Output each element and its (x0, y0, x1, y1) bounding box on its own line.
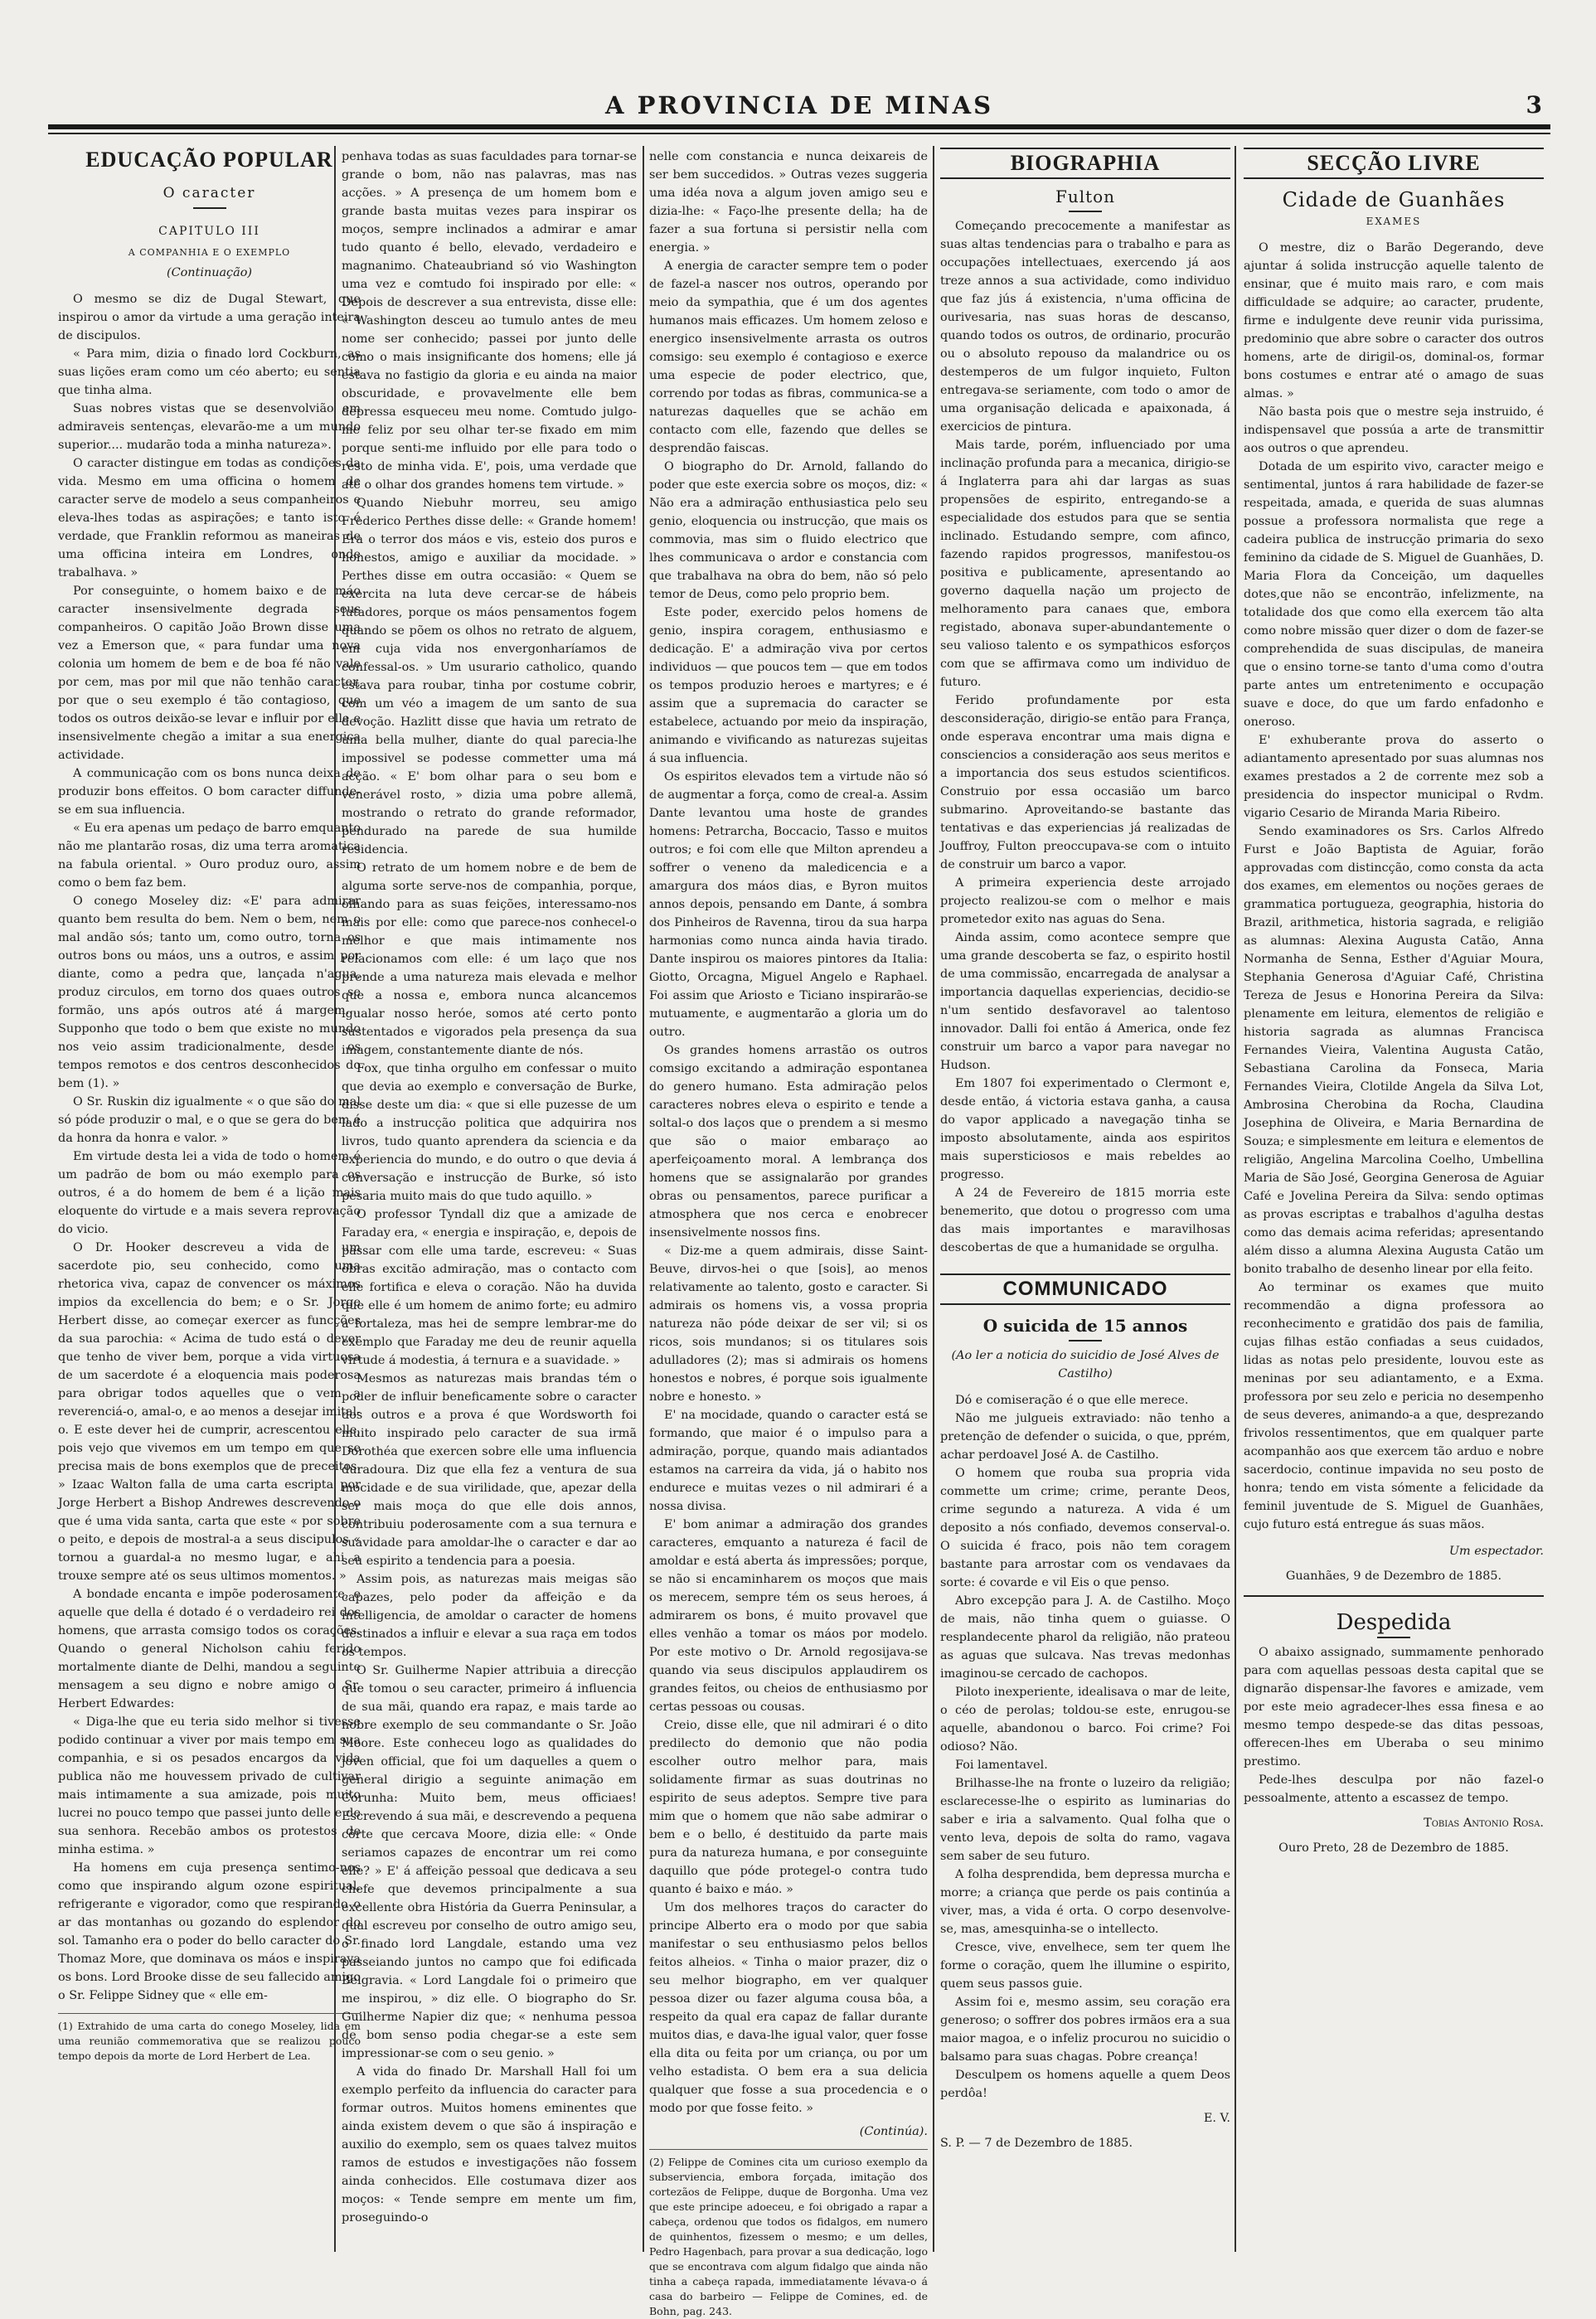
paragraph: Começando precocemente a manifestar as suas altas tendencias para o trabalho e para as occupações intellectuaes, exercendo já aos treze annos a sua actividade, como individuo que faz jús á existencia, n'uma officina de ourivesaria, nas suas horas de descanso, quando todos os outros, de ordinario, procurão ou o absoluto repouso da malandrice ou os destemperos de um fulgor inquieto, Fulton entregava-se seriamente, com todo o amor de uma organisação delicada e apaixonada, á exercicios de pintura. (940, 220, 1230, 434)
section-title-seccao-livre: SECÇÃO LIVRE (1244, 148, 1544, 179)
header-rule (48, 124, 1550, 129)
paragraph: O abaixo assignado, summamente penhorado para com aquellas pessoas desta capital que se dignarão dispensar-lhe favores e amizade, vem por este meio agradecer-lhes essa finesa e ao mesmo tempo despede-se das ditas pessoas, offerecen-lhes em Uberaba o seu minimo prestimo. (1244, 1646, 1544, 1768)
paragraph: O Sr. Ruskin diz igualmente « o que são do mal só póde produzir o mal, e o que se gera do bem é da honra da honra e valor. » (58, 1095, 361, 1145)
continuation-note: (Continuação) (167, 266, 252, 279)
column-seccao-livre (1244, 148, 1544, 2254)
paragraph: Mais tarde, porém, influenciado por uma inclinação profunda para a mecanica, dirigio-se á Inglaterra para ahi dar largas as suas propensões de espirito, entregando-se a especialidade dos estudos para que se sentia inclinado. Estudando sempre, com afinco, fazendo rapidos progressos, manifestou-os positiva e publicamente, apresentando ao governo daquella nação um projecto de melhoramento para canaes que, embora registado, abonava super-abundantemente o seu valioso talento e os sympathicos esforços com que se affirmava como um individuo de futuro. (940, 439, 1230, 689)
chapter-subheading: A COMPANHIA E O EXEMPLO (128, 247, 291, 258)
paragraph: Assim foi e, mesmo assim, seu coração era generoso; o soffrer dos pobres irmãos era a sua maior magoa, e o infeliz procurou no suicidio o balsamo para suas chagas. Pobre creança! (940, 1996, 1230, 2064)
paragraph: O caracter distingue em todas as condições da vida. Mesmo em uma officina o homem de caracter serve de modelo a seus companheiros e eleva-lhes todas as aspirações; e tanto isto é verdade, que Franklin reformou as maneiras de uma officina inteira em Londres, onde trabalhava. » (58, 457, 361, 580)
paragraph: Mesmos as naturezas mais brandas tém o poder de influir beneficamente sobre o caracter dos outros e a prova é que Wordsworth foi muito inspirado pelo caracter de sua irmã Dorothéa que exercen sobre elle uma influencia duradoura. Diz que ella fez a ventura de sua mocidade e de sua virilidade, que, apezar della ser mais moça do que elle dois annos, contribuiu poderosamente com a sua ternura e suavidade para amoldar-lhe o caracter e dar ao seu espirito a tendencia para a poesia. (342, 1372, 637, 1568)
header-rule-thin (48, 133, 1550, 134)
newspaper-title: A PROVINCIA DE MINAS (604, 91, 994, 119)
paragraph: Este poder, exercido pelos homens de genio, inspira coragem, enthusiasmo e dedicação. E' a admiração viva por certos individuos — que poucos tem — que em todos os tempos produzio heroes e martyres; e é assim que a supremacia do caracter se estabelece, actuando por meio da inspiração, animando e vivificando as naturezas sujeitas á sua influencia. (649, 606, 928, 765)
dateline: Guanhães, 9 de Dezembro de 1885. (1285, 1569, 1502, 1583)
article-subtitle: (Ao ler a noticia do suicidio de José Alves de Castilho) (951, 1349, 1220, 1380)
section-title-educacao: EDUCAÇÃO POPULAR (85, 148, 333, 172)
paragraph: A vida do finado Dr. Marshall Hall foi um exemplo perfeito da influencia do caracter para formar outros. Muitos homens eminentes que ainda existem devem o que são á inspiração e auxilio do exemplo, sem os quaes talvez muitos ramos de estudos e investigações não fossem ainda conhecidos. Elle costumava dizer aos moços: « Tende sempre em mente um fim, proseguindo-o (342, 2065, 637, 2224)
paragraph: E' exhuberante prova do asserto o adiantamento apresentado por suas alumnas nos exames prestados a 2 de corrente mez sob a presidencia do inspector municipal o Rvdm. vigario Cesario de Miranda Maria Ribeiro. (1244, 734, 1544, 820)
divider (1244, 1595, 1544, 1597)
divider (193, 207, 226, 209)
paragraph: Ao terminar os exames que muito recommendão a digna professora ao reconhecimento e gratidão dos pais de familia, cujas filhas estão confiadas a seus cuidados, lidas as notas pelo presidente, louvou este as meninas por seu adiantamento, e a Exma. professora por seu zelo e pericia no desempenho de seus deveres, animando-a a que, desprezando frivolos ressentimentos, que em qualquer parte acompanhão aos que exercem tão arduo e nobre sacerdocio, continue impavida no seu posto de honra; tendo em vista sómente a felicidade da feminil juventude de S. Miguel de Guanhães, cujo futuro está entregue ás suas mãos. (1244, 1281, 1544, 1531)
paragraph: « Diga-lhe que eu teria sido melhor si tivesse podido continuar a viver por mais tempo em sua companhia, e si os pesados encargos da vida publica não me houvessem privado de cultivar mais intimamente a sua amizade, pois muito lucrei no pouco tempo que passei junto delle e de sua senhora. Recebão ambos os protestos de minha estima. » (58, 1715, 361, 1856)
article-body (58, 290, 361, 2005)
paragraph: « Para mim, dizia o finado lord Cockburn, as suas lições eram como um céo aberto; eu sentia que tinha alma. (58, 347, 361, 397)
footnote: (1) Extrahido de uma carta do conego Moseley, lida em uma reunião commemorativa que se realizou pouco tempo depois da morte de Lord Herbert de Lea. (58, 2013, 361, 2064)
signature: E. V. (1203, 2112, 1230, 2125)
article-subtitle: O caracter (163, 185, 256, 201)
paragraph: A bondade encanta e impõe poderosamente, e aquelle que della é dotado é o verdadeiro rei dos homens, que arrasta comsigo todos os corações. Quando o general Nicholson cahiu ferido mortalmente diante de Delhi, mandou a seguinte mensagem a seu digno e nobre amigo o Sr. Herbert Edwardes: (58, 1588, 361, 1710)
paragraph: Pede-lhes desculpa por não fazel-o pessoalmente, attento a escassez de tempo. (1244, 1773, 1544, 1805)
paragraph: Desculpem os homens aquelle a quem Deos perdôa! (940, 2069, 1230, 2100)
page-header (48, 91, 1550, 124)
paragraph: Abro excepção para J. A. de Castilho. Moço de mais, não tinha quem o guiasse. O resplandecente pharol da religião, não prateou as aguas que sulcava. Nas trevas medonhas imaginou-se cercado de cachopos. (940, 1594, 1230, 1681)
dateline: Ouro Preto, 28 de Dezembro de 1885. (1278, 1841, 1509, 1855)
paragraph: Ha homens em cuja presença sentimo-nos como que inspirando algum ozone espiritual, refrigerante e vigorador, como que respirando o ar das montanhas ou gozando do esplendor do sol. Tamanho era o poder do bello caracter do Sr. Thomaz More, que dominava os máos e inspirava os bons. Lord Brooke disse de seu fallecido amigo o Sr. Felippe Sidney que « elle em- (58, 1861, 361, 2002)
paragraph: Foi lamentavel. (955, 1759, 1048, 1772)
paragraph: O mestre, diz o Barão Degerando, deve ajuntar á solida instrucção aquelle talento de ensinar, que é muito mais raro, e com mais difficuldade se adquire; ao caracter, prudente, firme e indulgente deve reunir vida purissima, predominio que abre sobre o caracter dos outros homens, arte de dirigil-os, dominal-os, formar bons costumes e entrar até o amago de suas almas. » (1244, 241, 1544, 400)
paragraph: Quando Niebuhr morreu, seu amigo Frederico Perthes disse delle: « Grande homem! Era o terror dos máos e vis, esteio dos puros e honestos, amigo e auxiliar da mocidade. » Perthes disse em outra occasião: « Quem se exercita na luta deve cercar-se de hábeis lutadores, porque os máos pensamentos fogem quando se põem os olhos no retrato de alguem, em cuja vida nos envergonharíamos de confessal-os. » Um usurario catholico, quando estava para roubar, tinha por costume cobrir, com um véo a imagem de um santo de sua devoção. Hazlitt disse que havia um retrato de uma bella mulher, diante do qual parecia-lhe impossivel se podesse commetter uma má acção. « E' bom olhar para o seu bom e venerável rosto, » dizia uma pobre allemã, mostrando o retrato do grande reformador, pendurado na parede de sua humilde residencia. (342, 497, 637, 856)
footnote: (2) Felippe de Comines cita um curioso exemplo da subserviencia, embora forçada, imitação dos cortezãos de Felippe, duque de Borgonha. Uma vez que este principe adoeceu, e foi obrigado a rapar a cabeça, ordenou que todos os fidalgos, em numero de quinhentos, fizessem o mesmo; e um delles, Pedro Hagenbach, para provar a sua dedicação, logo que se encontrava com algum fidalgo que ainda não tinha a cabeça rapada, immediatamente lévava-o á casa do barbeiro — Felippe de Comines, ed. de Bohn, pag. 243. (649, 2149, 928, 2319)
paragraph: O biographo do Dr. Arnold, fallando do poder que este exercia sobre os moços, diz: « Não era a admiração enthusiastica pelo seu genio, eloquencia ou instrucção, que mais os commovia, mas sim o fluido electrico que lhes communicava o ardor e constancia com que trabalhava na obra do bem, não só pelo temor de Deus, como pelo proprio bem. (649, 460, 928, 601)
paragraph: penhava todas as suas faculdades para tornar-se grande o bom, não nas palavras, mas nas acções. » A presença de um homem bom e grande basta muitas vezes para inspirar os moços, sempre inclinados a admirar e amar tudo quanto é bello, elevado, verdadeiro e magnanimo. Chateaubriand só vio Washington uma vez e comtudo foi inspirado por elle: « Depois de descrever a sua entrevista, disse elle: « Washington desceu ao tumulo antes de meu nome ser conhecido; passei por junto delle como o mais insignificante dos homens; elle já estava no fastigio da gloria e eu ainda na maior obscuridade, e provavelmente elle bem depressa esqueceu meu nome. Comtudo julgo-me feliz por seu olhar ter-se fixado em mim porque senti-me influido por elle para todo o resto de minha vida. E', pois, uma verdade que até o olhar dos grandes homens tem virtude. » (342, 150, 638, 492)
paragraph: Creio, disse elle, que nil admirari é o dito predilecto do demonio que não podia escolher outro melhor para, mais solidamente firmar as suas doutrinas no espirito de seus adeptos. Sempre tive para mim que o homem que não sabe admirar o bem e o bello, é destituido da parte mais pura da natureza humana, e por conseguinte daquillo que póde protegel-o contra tudo quanto é baixo e máo. » (649, 1719, 928, 1896)
paragraph: A 24 de Fevereiro de 1815 morria este benemerito, que dotou o progresso com uma das mais importantes e maravilhosas descobertas de que a humanidade se orgulha. (940, 1186, 1230, 1254)
paragraph: Dó e comiseração é o que elle merece. (955, 1394, 1189, 1407)
paragraph: Ainda assim, como acontece sempre que uma grande descoberta se faz, o espirito hostil de uma commissão, encarregada de analysar a importancia daquellas experiencias, decidio-se n'um sentido desfavoravel ao talentoso innovador. Dalli foi então á America, onde fez construir um barco a vapor para navegar no Hudson. (940, 931, 1230, 1072)
paragraph: O Sr. Guilherme Napier attribuia a direcção que tomou o seu caracter, primeiro á influencia de sua mãi, quando era rapaz, e mais tarde ao nobre exemplo de seu commandante o Sr. João Moore. Este conheceu logo as qualidades do joven official, que foi um daquelles a quem o general dirigio a seguinte animação em Corunha: Muito bem, meus officiaes! Escrevendo á sua mãi, e descrevendo a pequena côrte que cercava Moore, dizia elle: « Onde seriamos capazes de encontrar um rei como elle? » E' á affeição pessoal que dedicava a seu chefe que devemos principalmente a sua excellente obra História da Guerra Peninsular, a qual escreveu por conselho de outro amigo seu, o finado lord Langdale, estando uma vez passeiando juntos no campo que foi edificada Belgravia. « Lord Langdale foi o primeiro que me inspirou, » diz elle. O biographo do Sr. Guilherme Napier diz que; « nenhuma pessoa de bom senso podia chegar-se a este sem impressionar-se com o seu genio. » (342, 1664, 637, 2060)
article-subtitle: EXAMES (1366, 216, 1422, 227)
paragraph: Ferido profundamente por esta desconsideração, dirigio-se então para França, onde esperava encontrar uma mais digna e consciencios a consideração aos seus meritos e a importancia dos seus estudos scientificos. Construio por essa occasião um barco submarino. Aproveitando-se bastante das tentativas e das experiencias já realizadas de Jouffroy, Fulton preoccupava-se com o intuito de construir um barco a vapor. (940, 694, 1230, 871)
column-divider (1235, 146, 1236, 2252)
section-title-biographia: BIOGRAPHIA (940, 148, 1230, 179)
continues-note: (Continúa). (859, 2125, 928, 2138)
paragraph: Em virtude desta lei a vida de todo o homem é um padrão de bom ou máo exemplo para os outros, é a do homem de bem é a lição mais eloquente do virtude e a mais severa reprovação do vicio. (58, 1150, 361, 1236)
paragraph: Fox, que tinha orgulho em confessar o muito que devia ao exemplo e conversação de Burke, disse deste um dia: « que si elle puzesse de um lado a instrucção politica que adquirira nos livros, tudo quanto aprendera da sciencia e da experiencia do mundo, e do outro o que devia á conversação e instrucção de Burke, só isto pesaria muito mais do que tudo aquillo. » (342, 1062, 637, 1203)
column-continuation-2 (649, 148, 928, 2317)
paragraph: O mesmo se diz de Dugal Stewart, que inspirou o amor da virtude a uma geração inteira de discipulos. (58, 293, 361, 342)
paragraph: Não me julgueis extraviado: não tenho a pretenção de defender o suicida, o que, pprém, achar perdoavel José A. de Castilho. (940, 1412, 1230, 1462)
paragraph: Não basta pois que o mestre seja instruido, é indispensavel que possúa a arte de transmittir aos outros o que aprendeu. (1244, 405, 1544, 455)
column-divider (643, 146, 644, 2252)
paragraph: A primeira experiencia deste arrojado projecto realizou-se com o melhor e mais prometedor exito nas aguas do Sena. (940, 876, 1230, 926)
divider (1377, 1637, 1410, 1638)
paragraph: « Eu era apenas um pedaço de barro emquanto não me plantarão rosas, diz uma terra aromatica na fabula oriental. » Ouro produz ouro, assim como o bem faz bem. (58, 822, 361, 890)
paragraph: Suas nobres vistas que se desenvolvião em admiraveis sentenças, elevarão-me a um mundo superior.... mudarão toda a minha natureza». (58, 402, 361, 452)
paragraph: Piloto inexperiente, idealisava o mar de leite, o céo de perolas; toldou-se este, enrugou-se aquelle, abandonou o barco. Foi crime? Foi odioso? Não. (940, 1686, 1230, 1754)
column-divider (933, 146, 934, 2252)
section-title-communicado: COMMUNICADO (940, 1274, 1230, 1305)
paragraph: Assim pois, as naturezas mais meigas são capazes, pelo poder da affeição e da intelligencia, de amoldar o caracter de homens destinados a influir e elevar a sua raça em todos os tempos. (342, 1573, 637, 1659)
paragraph: A energia de caracter sempre tem o poder de fazel-a nascer nos outros, operando por meio da sympathia, que é um dos agentes humanos mais efficazes. Um homem zeloso e energico insensivelmente arrasta os outros comsigo: seu exemplo é contagioso e exerce uma especie de poder electrico, que, correndo por todas as fibras, communica-se a naturezas daquelles que se achão em contacto com elle, fazendo que delles se desprendão faiscas. (649, 260, 928, 455)
column-educacao (58, 148, 361, 2254)
paragraph: Dotada de um espirito vivo, caracter meigo e sentimental, juntos á rara habilidade de fazer-se respeitada, amada, e querida de suas alumnas possue a professora normalista que rege a cadeira publica de instrucção primaria do sexo feminino da cidade de S. Miguel de Guanhães, D. Maria Flora da Conceição, um daquelles dotes,que não se encontrão, infelizmente, na totalidade dos que como ella exercem tão alta como nobre missão quer dizer o dom de fazer-se comprehendida de suas discipulas, de maneira que o ensino torne-se tanto d'uma como d'outra parte antes um entretenimento e occupação suave e doce, do que um fardo enfadonho e oneroso. (1244, 460, 1544, 729)
paragraph: O professor Tyndall diz que a amizade de Faraday era, « energia e inspiração, e, depois de passar com elle uma tarde, escreveu: « Suas obras excitão admiração, mas o contacto com elle fortifica e eleva o coração. Não ha duvida que elle é um homem de animo forte; eu admiro a fortaleza, mas hei de sempre lembrar-me do exemplo que Faraday me deu de reunir aquella virtude á modestia, á ternura e a suavidade. » (342, 1208, 637, 1367)
paragraph: Um dos melhores traços do caracter do principe Alberto era o modo por que sabia manifestar o seu enthusiasmo pelos bellos feitos alheios. « Tinha o maior prazer, diz o seu melhor biographo, em ver qualquer pessoa dizer ou fazer alguma cousa bôa, a respeito da qual era capaz de fallar durante muitos dias, e dava-lhe igual valor, quer fosse ella dita ou feita por um criança, ou por um velho estadista. O bem era a sua delicia qualquer que fosse a sua procedencia e o modo por que fosse feito. » (649, 1901, 928, 2115)
paragraph: Os grandes homens arrastão os outros comsigo excitando a admiração espontanea do genero humano. Esta admiração pelos caracteres nobres eleva o espirito e tende a soltal-o dos laços que o prendem a si mesmo que são o maior embaraço ao aperfeiçoamento moral. A lembrança dos homens que se assignalarão por grandes obras ou pensamentos, parece purificar a atmosphera que nos cerca e enobrecer insensivelmente nossos fins. (649, 1044, 928, 1240)
biography-subject: Fulton (1055, 187, 1116, 206)
column-continuation (342, 148, 637, 2254)
author: Um espectador. (1448, 1545, 1544, 1558)
paragraph: Cresce, vive, envelhece, sem ter quem lhe forme o coração, quem lhe illumine o espirito, quem seus passos guie. (940, 1941, 1230, 1991)
column-biographia (940, 148, 1230, 2254)
paragraph: O homem que rouba sua propria vida commette um crime; crime, perante Deos, crime segundo a natureza. A vida é um deposito a nós confiado, devemos conserval-o. O suicida é fraco, pois não tem coragem bastante para arrostar com os vendavaes da sorte: é covarde e vil Eis o que penso. (940, 1467, 1230, 1589)
paragraph: Em 1807 foi experimentado o Clermont e, desde então, á victoria estava ganha, a causa do vapor applicado a navegação tinha se imposto absolutamente, ainda aos espiritos mais supersticiosos e mais rebeldes ao progresso. (940, 1077, 1230, 1181)
divider (1069, 211, 1102, 212)
paragraph: A communicação com os bons nunca deixa de produzir bons effeitos. O bom caracter diffunde-se em sua influencia. (58, 767, 361, 817)
paragraph: A folha desprendida, bem depressa murcha e morre; a criança que perde os pais continúa a viver, mas, a vida é orta. O corpo desenvolve-se, mas, amesquinha-se o intellecto. (940, 1868, 1230, 1936)
article-title-despedida: Despedida (1336, 1610, 1452, 1635)
paragraph: « Diz-me a quem admirais, disse Saint-Beuve, dirvos-hei o que [sois], ao menos relativamente ao talento, gosto e caracter. Si admirais os homens vis, a vossa propria natureza não póde deixar de ser vil; si os ricos, sois mundanos; si os titulares sois adulladores (2); mas si admirais os homens honestos e nobres, é porque sois igualmente nobre e honesto. » (649, 1244, 928, 1404)
paragraph: Brilhasse-lhe na fronte o luzeiro da religião; esclarecesse-lhe o espirito as luminarias do saber e iria a salvamento. Qual folha que o vento leva, depois de solta do ramo, vagava sem saber de seu futuro. (940, 1777, 1230, 1863)
paragraph: O retrato de um homem nobre e de bem de alguma sorte serve-nos de companhia, porque, olhando para as suas feições, interessamo-nos mais por elle: como que parece-nos conhecel-o melhor e que mais intimamente nos relacionamos com elle: é um laço que nos prende a uma natureza mais elevada e melhor que a nossa e, embora nunca alcancemos igualar nosso heróe, somos até certo ponto sustentados e vigorados pela presença da sua imagem, constantemente diante de nós. (342, 861, 637, 1057)
chapter-heading: CAPITULO III (158, 225, 260, 238)
paragraph: E' bom animar a admiração dos grandes caracteres, emquanto a natureza é facil de amoldar e está aberta ás impressões; porque, se não si encaminharem os moços que mais os merecem, sempre tém os seus heroes, á admirarem os bons, é muito provavel que elles venhão a tomar os máos por modelo. Por este motivo o Dr. Arnold regosijava-se quando via seus discipulos applaudirem os grandes feitos, ou cheios de enthusiasmo por certas pessoas ou cousas. (649, 1518, 928, 1714)
paragraph: nelle com constancia e nunca deixareis de ser bem succedidos. » Outras vezes suggeria uma idéa nova a algum joven amigo seu e dizia-lhe: « Faço-lhe presente della; ha de fazer a sua fortuna si persistir nella com energia. » (649, 150, 928, 255)
paragraph: O conego Moseley diz: «E' para admirar quanto bem resulta do bem. Nem o bem, nem o mal andão sós; tanto um, como outro, torna os outros bons ou máos, uns a outros, e assim por diante, como a pedra que, lançada n'agua, produz circulos, em torno dos quaes outros se formão, uns após outros até á margem.... Supponho que todo o bem que existe no mundo nos veio assim tradicionalmente, desde os tempos remotos e dos centros desconhecidos do bem (1). » (58, 895, 361, 1090)
divider (1069, 1340, 1102, 1341)
article-title: O suicida de 15 annos (982, 1316, 1188, 1336)
paragraph: Por conseguinte, o homem baixo e de máo caracter insensivelmente degrada seus companheiros. O capitão João Brown disse uma vez a Emerson que, « para fundar uma nova colonia um homem de bem e de boa fé não vale por cem, mas por mil que não tenhão caracter, por que o seu exemplo é tão contagioso, que todos os outros deixão-se levar e influir por elle e insensivelmente chegão a imitar a sua energica actividade. (58, 585, 361, 762)
page-number: 3 (1526, 91, 1542, 119)
paragraph: E' na mocidade, quando o caracter está se formando, que maior é o impulso para a admiração, porque, quando mais adiantados estamos na carreira da vida, já o habito nos endurece e muitas vezes o nil admirari é a nossa divisa. (649, 1409, 928, 1513)
signature: Tobias Antonio Rosa. (1424, 1817, 1544, 1830)
dateline: S. P. — 7 de Dezembro de 1885. (940, 2137, 1133, 2150)
paragraph: Os espiritos elevados tem a virtude não só de augmentar a força, como de creal-a. Assim Dante levantou uma hoste de grandes homens: Petrarcha, Boccacio, Tasso e muitos outros; e foi com elle que Milton aprendeu a soffrer o veneno da maledicencia e a amargura dos máos dias, e Byron muitos annos depois, pensando em Dante, á sombra dos Pinheiros de Ravenna, tirou da sua harpa harmonias como nunca ainda havia tirado. Dante inspirou os maiores pintores da Italia: Giotto, Orcagna, Miguel Angelo e Raphael. Foi assim que Ariosto e Ticiano inspirarão-se mutuamente, e augmentarão a gloria um do outro. (649, 770, 928, 1039)
paragraph: O Dr. Hooker descreveu a vida de um sacerdote pio, seu conhecido, como uma rhetorica viva, capaz de convencer os máximos impios da excellencia do bem; e o Sr. Jorge Herbert disse, ao começar exercer as funcções da sua parochia: « Acima de tudo está o dever que tenho de viver bem, porque a vida virtuosa de um sacerdote é a eloquencia mais poderosa para obrigar todos aquelles que o vem a reverenciá-o, amal-o, e ao menos a desejar imital-o. E este dever hei de cumprir, acrescentou elle, pois vejo que vivemos em um tempo em que se precisa mais de bons exemplos que de preceitos. » Izaac Walton falla de uma carta escripta por Jorge Herbert a Bishop Andrewes descrevendo-o que é uma vida santa, carta que este « por sobre o peito, e depois de mostral-a a seus discipulos « tornou a guardal-a no mesmo lugar, e ahi a trouxe sempre até os seus ultimos momentos. » (58, 1241, 361, 1583)
paragraph: Sendo examinadores os Srs. Carlos Alfredo Furst e João Baptista de Aguiar, forão approvadas com distincção, como consta da acta dos exames, em elementos ou noções geraes de grammatica portugueza, geographia, historia do Brazil, arithmetica, historia sagrada, e religião as alumnas: Alexina Augusta Catão, Anna Normanha de Senna, Esther d'Aguiar Moura, Stephania Generosa d'Aguiar Café, Christina Tereza de Jesus e Honorina Pereira da Silva: plenamente em leitura, elementos de religião e historia sagrada as alumnas Francisca Fernandes Vieira, Valentina Augusta Catão, Sebastiana Carolina da Fonseca, Maria Fernandes Vieira, Clotilde Angela da Silva Lot, Ambrosina Cherobina da Rocha, Claudina Josephina de Oliveira, e Maria Bernardina de Souza; e simplesmente em leitura e elementos de religião, Angelina Marcolina Coelho, Umbellina Maria de São José, Georgina Generosa de Aguiar Café e Jovelina Pereira da Silva: sendo optimas as provas escriptas e trabalhos d'agulha destas como das demais acima referidas; apresentando além disso a alumna Alexina Augusta Catão um bonito trabalho de desenho linear por ella feito. (1244, 825, 1544, 1276)
article-title: Cidade de Guanhães (1282, 188, 1506, 211)
